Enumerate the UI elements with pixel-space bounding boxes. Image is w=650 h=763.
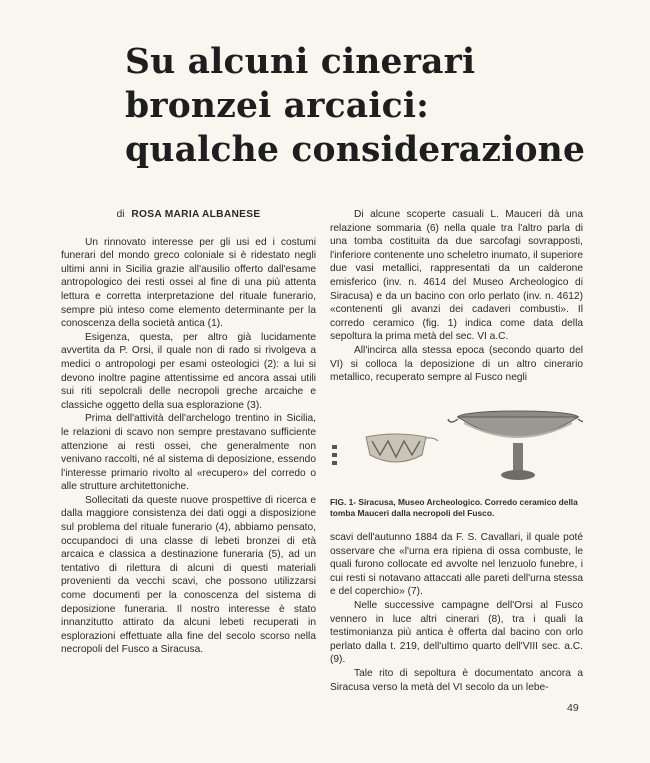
- figure-caption: FIG. 1- Siracusa, Museo Archeologico. Corredo ceramico della tomba Mauceri dalla necropoli del Fusco.: [330, 497, 578, 518]
- right-column-top: [330, 208, 583, 385]
- author-name: ROSA MARIA ALBANESE: [131, 209, 261, 220]
- paragraph: Nelle successive campagne dell'Orsi al Fusco vennero in luce altri cinerari (8), tra i quali la testimonianza più antica è offerta dal bacino con orlo perlato dalla t. 219, dell'ultimo quarto dell'VIII sec. a.C. (9).: [330, 599, 583, 666]
- paragraph: Prima dell'attività dell'archelogo trentino in Sicilia, le relazioni di scavo non sempre prestavano sufficiente attenzione ai resti ossei, che generalmente non venivano raccolti, né al sistema di deposizione, essendo l'interesse primario rivolto al «recupero» del corredo o alle strutture architettoniche.: [61, 413, 316, 493]
- scale-mark: [332, 461, 337, 465]
- title-line: Su alcuni cinerari: [125, 42, 476, 82]
- title-line: bronzei arcaici:: [125, 86, 430, 126]
- article-title: [125, 40, 625, 172]
- paragraph: Esigenza, questa, per altro già lucidamente avvertita da P. Orsi, il quale non di rado si rivolgeva a medici o antropologi per esami osteologici (2): a lui si devono inoltre pagine attentissime ed ancora assai utili sui riti sepolcrali delle necropoli greche arcaiche e classiche oggetto della sua esplorazione (3).: [61, 331, 316, 411]
- paragraph: Un rinnovato interesse per gli usi ed i costumi funerari del mondo greco coloniale si è ridestato negli ultimi anni in Sicilia grazie all'ausilio offerto dall'esame antropologico dei resti ossei al fine di una più attenta lettura e corretta interpretazione del rituale funerario, sempre più inteso come elemento determinante per la conoscenza della società antica (1).: [61, 236, 316, 330]
- byline: [61, 208, 316, 222]
- paragraph: Sollecitati da queste nuove prospettive di ricerca e dalla maggiore consistenza dei dati oggi a disposizione sul problema del rituale funerario (4), abbiamo pensato, occupandoci di una classe di lebeti bronzei di età arcaica e classica a destinazione funeraria (5), ad un tentativo di rilettura di alcuni di questi materiali provenienti da vecchi scavi, che possono utilizzarsi come documenti per la conoscenza del sistema di deposizione funeraria. Il nostro interesse è stato innanzitutto attirato da alcuni lebeti recuperati in esplorazioni effettuate alla fine del secolo scorso nella necropoli del Fusco a Siracusa.: [61, 494, 316, 656]
- byline-prefix: di: [116, 209, 125, 220]
- paragraph: Di alcune scoperte casuali L. Mauceri dà una relazione sommaria (6) nella quale tra l'altro parla di una tomba costituita da due sarcofagi sovrapposti, l'inferiore contenente uno scheletro inumato, il superiore due vasi metallici, rappresentati da un calderone emisferico (inv. n. 4614 del Museo Archeologico di Siracusa) e da un bacino con orlo perlato (inv. n. 4612) «contenenti gli avanzi dei cadaveri combusti». Il corredo ceramico (fig. 1) indica come data della sepoltura la prima metà del sec. VI a.C.: [330, 209, 583, 343]
- scale-mark: [332, 453, 337, 457]
- paragraph: Tale rito di sepoltura è documentato ancora a Siracusa verso la metà del VI secolo da un lebe-: [330, 667, 583, 693]
- paragraph: All'incirca alla stessa epoca (secondo quarto del VI) si colloca la deposizione di un altro cinerario metallico, recuperato sempre al Fusco negli: [330, 344, 583, 384]
- large-kylix: [448, 411, 583, 480]
- scale-mark: [332, 445, 337, 449]
- left-column: [61, 208, 316, 657]
- title-line: qualche considerazione: [125, 130, 586, 170]
- page-number: 49: [567, 702, 579, 714]
- figure-photo: [330, 405, 583, 500]
- ceramic-vessels-image: [330, 405, 583, 500]
- paragraph: scavi dell'autunno 1884 da F. S. Cavallari, il quale poté osservare che «l'urna era ripiena di ossa combuste, le quali furono collocate ed avvolte nel lenzuolo funebre, i cui resti si notavano attaccati alle pareti dell'urna stessa e del coperchio» (7).: [330, 532, 583, 598]
- right-column-bottom: [330, 531, 583, 694]
- small-cup: [366, 434, 438, 462]
